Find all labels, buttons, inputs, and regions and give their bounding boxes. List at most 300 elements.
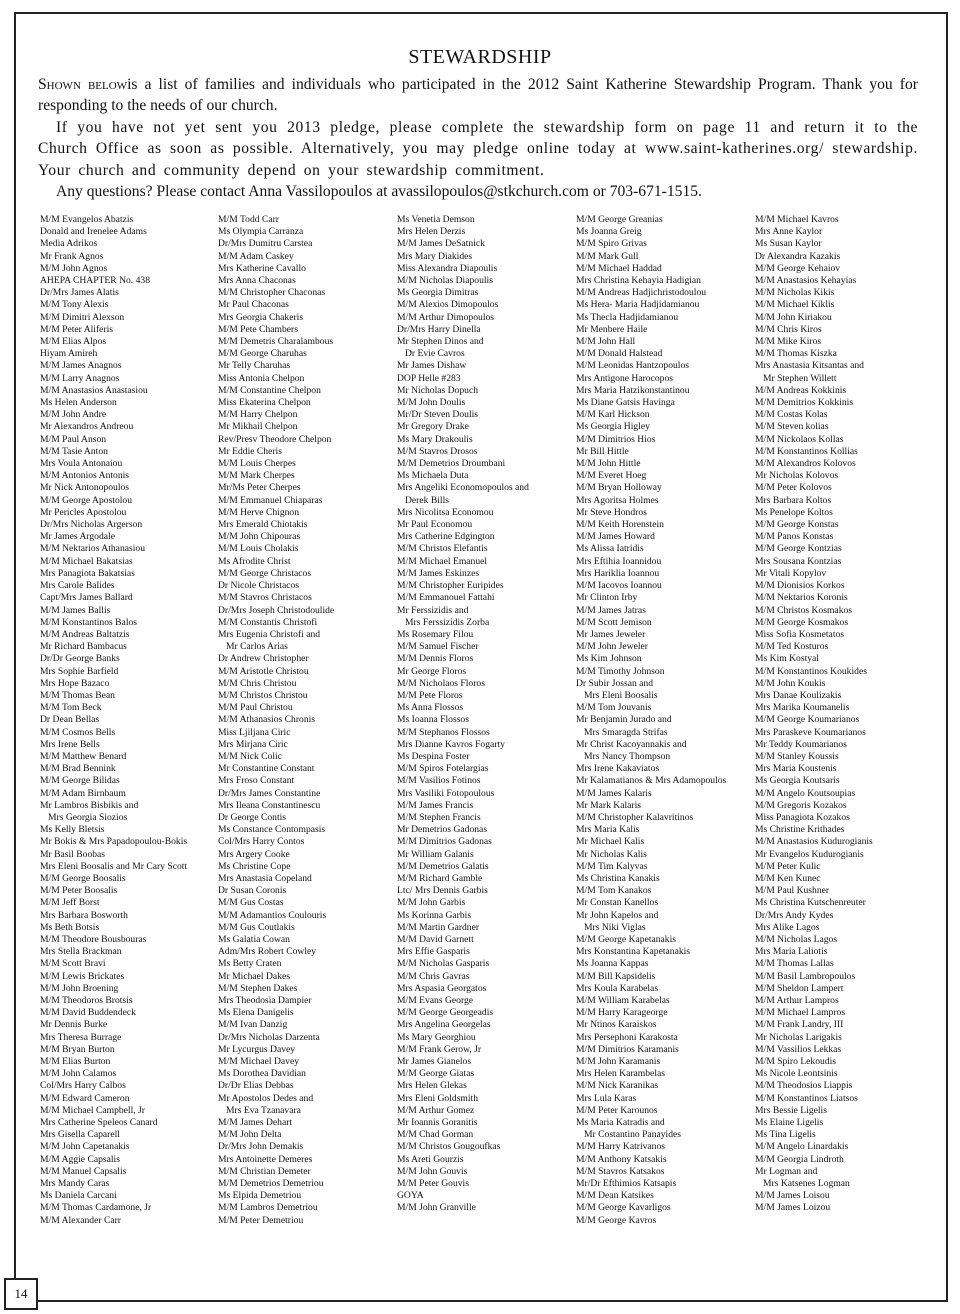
donor-name: Mr Mikhail Chelpon xyxy=(218,421,298,433)
donor-name: M/M Dimitri Alexson xyxy=(40,311,125,323)
donor-name: Mr Ntinos Karaiskos xyxy=(576,1019,657,1031)
donor-name: M/M Dean Katsikes xyxy=(576,1190,654,1202)
donor-name: Mrs Anastasia Kitsantas and xyxy=(755,360,864,372)
donor-name: Ms Christine Krithades xyxy=(755,824,845,836)
donor-name: M/M Stephen Dakes xyxy=(218,982,298,994)
donor-name: M/M Mark Gull xyxy=(576,250,639,262)
donor-name: Col/Mrs Harry Calbos xyxy=(40,1080,126,1092)
donor-name: M/M Adam Birnbaum xyxy=(40,787,126,799)
donor-name: Ms Elpida Demetriou xyxy=(218,1190,302,1202)
donor-name: Mr George Floros xyxy=(397,665,467,677)
donor-name: Mrs Helen Derzis xyxy=(397,226,466,238)
donor-name: Ms Georgia Dimitras xyxy=(397,287,479,299)
donor-name: M/M Michael Lampros xyxy=(755,1007,846,1019)
donor-name: M/M Chris Christou xyxy=(218,677,297,689)
donor-name: Mr Nicholas Kalis xyxy=(576,848,647,860)
donor-name: M/M Keith Horenstein xyxy=(576,519,664,531)
donor-name: M/M Antonios Antonis xyxy=(40,470,130,482)
donor-name: Mr Logman and xyxy=(755,1165,818,1177)
donor-name: Dr Susan Coronis xyxy=(218,885,287,897)
donor-name: M/M George Kosmakos xyxy=(755,616,849,628)
donor-name: M/M George Boosalis xyxy=(40,872,126,884)
donor-name: M/M James Anagnos xyxy=(40,360,122,372)
donor-name: Ms Despina Foster xyxy=(397,750,470,762)
donor-name: M/M John Karamanis xyxy=(576,1056,661,1068)
donor-name: M/M James Kalaris xyxy=(576,787,652,799)
donor-name: Mrs Theodosia Dampier xyxy=(218,995,312,1006)
donor-name: Ms Constance Contompasis xyxy=(218,824,326,836)
donor-name: Ltc/ Mrs Dennis Garbis xyxy=(397,885,488,897)
donor-name: M/M George Bilidas xyxy=(40,775,120,787)
donor-name: M/M Thomas Cardamone, Jr xyxy=(40,1202,152,1214)
donor-name: Ms Korinna Garbis xyxy=(397,909,472,921)
page-title: STEWARDSHIP xyxy=(408,46,552,68)
donor-name: Ms Kelly Bletsis xyxy=(40,824,105,836)
donor-name: M/M Michael Kavros xyxy=(755,214,839,225)
donor-name: M/M George Kontzias xyxy=(755,543,842,555)
donor-name: M/M Angelo Koutsoupias xyxy=(755,787,856,799)
donor-name: M/M Everet Hoeg xyxy=(576,470,647,482)
donor-name: Mrs Marika Koumanelis xyxy=(755,702,850,714)
donor-name: Mr/Dr Efthimios Katsapis xyxy=(576,1178,677,1190)
donor-name: Ms Dorothea Davidian xyxy=(218,1068,306,1080)
donor-name: M/M Leonidas Hantzopoulos xyxy=(576,360,689,372)
donor-name: M/M William Karabelas xyxy=(576,995,670,1006)
donor-name: Mr Carlos Arias xyxy=(226,641,288,653)
donor-name: Mrs Niki Viglas xyxy=(584,921,646,933)
donor-name: M/M Dimitrios Karamanis xyxy=(576,1043,679,1055)
donor-name: Mr Alexandros Andreou xyxy=(40,421,134,433)
donor-name: M/M James Eskinzes xyxy=(397,567,480,579)
donor-name: M/M Michael Haddad xyxy=(576,262,662,274)
donor-name: M/M James Jatras xyxy=(576,604,646,616)
donor-list xyxy=(40,214,930,1234)
donor-name: Miss Ljiljana Ciric xyxy=(218,726,291,738)
donor-name: M/M John Jeweler xyxy=(576,641,648,653)
donor-name: M/M Donald Halstead xyxy=(576,348,663,360)
donor-name: Mrs Bessie Ligelis xyxy=(755,1104,827,1116)
donor-name: Mrs Angelina Georgelas xyxy=(397,1019,491,1031)
donor-name: M/M Gus Coutlakis xyxy=(218,921,295,933)
donor-name: M/M Timothy Johnson xyxy=(576,665,665,677)
donor-name: M/M Peter Aliferis xyxy=(40,323,114,335)
donor-name: Mrs Nicolitsa Economou xyxy=(397,506,494,518)
donor-name: M/M Louis Cholakis xyxy=(218,543,299,555)
donor-name: Ms Olympia Carranza xyxy=(218,226,304,238)
donor-name: Ms Anna Flossos xyxy=(397,702,464,714)
donor-name: Ms Susan Kaylor xyxy=(755,238,822,250)
donor-name: Ms Christina Kutschenreuter xyxy=(755,897,866,909)
donor-name: M/M Thomas Kiszka xyxy=(755,348,837,360)
donor-name: M/M George Kavros xyxy=(576,1214,657,1226)
donor-name: M/M Samuel Fischer xyxy=(397,641,479,653)
donor-name: M/M Peter Kolovos xyxy=(755,482,832,494)
donor-name: M/M Harry Katrivanos xyxy=(576,1141,665,1153)
donor-name: M/M Nickolaos Kollas xyxy=(755,433,844,445)
donor-name: M/M John Calamos xyxy=(40,1068,117,1080)
donor-name: M/M Athanasios Chronis xyxy=(218,714,316,726)
donor-name: Mr Lycurgus Davey xyxy=(218,1043,296,1055)
donor-name: Mrs Danae Koulizakis xyxy=(755,689,842,701)
donor-name: Ms Alissa Iatridis xyxy=(576,543,644,555)
donor-name: Dr Evie Cavros xyxy=(405,348,465,360)
donor-name: M/M Bill Kapsidelis xyxy=(576,970,656,982)
donor-name: Mrs Eva Tzanavara xyxy=(226,1104,301,1116)
donor-name: Mr Michael Kalis xyxy=(576,836,645,848)
donor-name: Mrs Stella Brackman xyxy=(40,946,122,958)
donor-name: M/M Lambros Demetriou xyxy=(218,1202,318,1214)
donor-name: Mrs Eftihia Ioannidou xyxy=(576,555,662,567)
donor-name: Mr Menbere Haile xyxy=(576,323,648,335)
donor-name: M/M Christian Demeter xyxy=(218,1165,311,1177)
donor-name: M/M Bryan Holloway xyxy=(576,482,662,494)
donor-name: M/M Larry Anagnos xyxy=(40,372,120,384)
donor-name: M/M Christopher Euripides xyxy=(397,580,504,592)
donor-name: M/M Sheldon Lampert xyxy=(755,982,844,994)
donor-name: Ms Thecla Hadjidamianou xyxy=(576,311,679,323)
donor-name: Mrs Georgia Siozios xyxy=(48,811,128,823)
donor-name: Ms Ioanna Flossos xyxy=(397,714,469,726)
donor-name: Mrs Anne Kaylor xyxy=(755,226,823,238)
donor-name: Mr Benjamin Jurado and xyxy=(576,714,672,726)
donor-name: M/M Demitrios Kokkinis xyxy=(755,397,854,409)
donor-column-3 xyxy=(397,214,575,1215)
donor-name: M/M Andreas Kokkinis xyxy=(755,384,847,396)
donor-name: M/M Matthew Benard xyxy=(40,750,127,762)
donor-name: M/M Andreas Baltatzis xyxy=(40,628,130,640)
donor-name: M/M Iacovos Ioannou xyxy=(576,580,662,592)
donor-name: M/M Demetris Charalambous xyxy=(218,336,334,348)
donor-name: M/M Chad Gorman xyxy=(397,1129,474,1141)
donor-name: M/M Dimitrios Hios xyxy=(576,433,656,445)
donor-name: Mrs Argery Cooke xyxy=(218,848,290,860)
donor-name: Mr Dennis Burke xyxy=(40,1019,108,1031)
donor-name: Mr Constan Kanellos xyxy=(576,897,659,909)
donor-name: M/M Adamantios Coulouris xyxy=(218,909,327,921)
donor-name: M/M Dimitrios Gadonas xyxy=(397,836,492,848)
donor-name: M/M Anastasios Anastasiou xyxy=(40,384,148,396)
intro-paragraph-2: If you have not yet sent you 2013 pledge, please complete the stewardship form on page 11 and return it to the Church Office as soon as possible. Alternatively, you may pledge online today at www.saint-katherines.org/ stewardship. Your church and community depend on your stewardship commitment. xyxy=(38,118,918,179)
donor-name: M/M George Apostolou xyxy=(40,494,133,506)
donor-name: Mrs Mary Diakides xyxy=(397,250,473,262)
donor-name: Mrs Mandy Caras xyxy=(40,1178,110,1190)
donor-name: M/M John Capetanakis xyxy=(40,1141,130,1153)
donor-name: Mrs Gisella Caparell xyxy=(40,1129,120,1141)
donor-name: M/M Tim Kalyvas xyxy=(576,860,648,872)
donor-name: Mrs Eugenia Christofi and xyxy=(218,628,321,640)
donor-name: Mr Mark Kalaris xyxy=(576,799,642,811)
donor-name: Mr Ferssizidis and xyxy=(397,604,469,616)
donor-name: M/M Brad Bennink xyxy=(40,763,116,775)
donor-name: Ms Helen Anderson xyxy=(40,397,117,409)
donor-name: Mr William Galanis xyxy=(397,848,474,860)
donor-name: M/M Aristotle Christou xyxy=(218,665,309,677)
donor-name: M/M Alexandros Kolovos xyxy=(755,458,856,470)
donor-name: M/M Alexander Carr xyxy=(40,1214,121,1226)
donor-name: M/M Gus Costas xyxy=(218,897,284,909)
donor-name: Derek Bills xyxy=(405,494,449,506)
donor-name: Ms Afrodite Christ xyxy=(218,555,291,567)
donor-name: M/M George Kavarligos xyxy=(576,1202,671,1214)
donor-name: M/M John Agnos xyxy=(40,262,108,274)
donor-name: Mr Basil Boobas xyxy=(40,848,106,860)
donor-name: M/M Michael Bakatsias xyxy=(40,555,133,567)
donor-name: Ms Beth Botsis xyxy=(40,921,100,933)
donor-name: Mrs Alike Lagos xyxy=(755,921,820,933)
intro-lead-word: Shown below xyxy=(38,76,128,93)
donor-name: M/M Paul Christou xyxy=(218,702,293,714)
donor-name: M/M Peter Karounos xyxy=(576,1104,658,1116)
donor-name: M/M George Kehaiov xyxy=(755,262,841,274)
donor-name: Mrs Maria Koustenis xyxy=(755,763,837,775)
donor-name: M/M Arthur Gomez xyxy=(397,1104,475,1116)
donor-name: M/M Tom Kanakos xyxy=(576,885,652,897)
donor-name: M/M John Hittle xyxy=(576,458,641,470)
donor-name: M/M James DeSatnick xyxy=(397,238,485,250)
donor-name: Capt/Mrs James Ballard xyxy=(40,592,133,604)
donor-name: Mr Richard Bambacus xyxy=(40,641,127,653)
donor-name: M/M Scott Jemison xyxy=(576,616,652,628)
donor-name: M/M Emmanouel Fattahi xyxy=(397,592,495,604)
donor-name: M/M Michael Emanuel xyxy=(397,555,488,567)
donor-name: M/M Demetrios Demetriou xyxy=(218,1178,324,1190)
donor-name: Mrs Antigone Harocopos xyxy=(576,372,673,384)
donor-name: M/M Manuel Capsalis xyxy=(40,1165,127,1177)
donor-name: M/M Harry Chelpon xyxy=(218,409,298,421)
donor-name: Mrs Froso Constant xyxy=(218,775,295,787)
donor-name: Ms Mary Drakoulis xyxy=(397,433,473,445)
donor-name: M/M George Georgeadis xyxy=(397,1007,494,1019)
donor-name: Mr Costantino Panayides xyxy=(584,1129,681,1141)
donor-name: Ms Daniela Carcani xyxy=(40,1190,117,1202)
donor-name: Mrs Maria Kalis xyxy=(576,824,640,836)
donor-name: M/M Arthur Lampros xyxy=(755,995,839,1006)
donor-name: M/M Harry Karageorge xyxy=(576,1007,668,1019)
donor-name: Mr Nicholas Kolovos xyxy=(755,470,839,482)
donor-name: Dr/Mrs Nicholas Argerson xyxy=(40,519,143,531)
donor-name: Ms Areti Gourzis xyxy=(397,1153,464,1165)
donor-name: M/M Christos Elefantis xyxy=(397,543,488,555)
donor-name: Mrs Vasiliki Fotopoulous xyxy=(397,787,495,799)
donor-name: Mr/Dr Steven Doulis xyxy=(397,409,479,421)
donor-name: Mrs Anastasia Copeland xyxy=(218,872,312,884)
donor-name: Adm/Mrs Robert Cowley xyxy=(218,946,317,958)
donor-name: M/M Georgia Lindroth xyxy=(755,1153,844,1165)
donor-name: M/M Dennis Floros xyxy=(397,653,474,665)
donor-name: Col/Mrs Harry Contos xyxy=(218,836,305,848)
donor-name: Ms Betty Craten xyxy=(218,958,282,970)
donor-name: Mr Nick Antonopoulos xyxy=(40,482,130,494)
donor-name: M/M Pete Chambers xyxy=(218,323,298,335)
donor-name: M/M Scott Bravi xyxy=(40,958,106,970)
donor-name: M/M Lewis Brickates xyxy=(40,970,125,982)
donor-name: Mrs Agoritsa Holmes xyxy=(576,494,659,506)
donor-name: Mrs Theresa Burrage xyxy=(40,1031,122,1043)
donor-name: Mr Stephen Dinos and xyxy=(397,336,484,348)
donor-name: M/M James Dehart xyxy=(218,1117,293,1129)
donor-name: Ms Hera- Maria Hadjidamianou xyxy=(576,299,700,311)
donor-name: M/M Nektarios Athanasiou xyxy=(40,543,145,555)
donor-name: M/M Peter Kulic xyxy=(755,860,821,872)
donor-name: Ms Maria Katradis and xyxy=(576,1117,665,1129)
donor-name: M/M Spiro Grivas xyxy=(576,238,647,250)
donor-name: M/M Constantine Chelpon xyxy=(218,384,321,396)
donor-name: Mr Paul Chaconas xyxy=(218,299,289,311)
donor-name: M/M Jeff Borst xyxy=(40,897,100,909)
donor-name: M/M Konstantinos Liatsos xyxy=(755,1092,858,1104)
donor-name: M/M Nick Colic xyxy=(218,750,282,762)
donor-name: Mrs Emerald Chiotakis xyxy=(218,519,308,531)
donor-name: Dr Alexandra Kazakis xyxy=(755,250,841,262)
donor-name: Mrs Lula Karas xyxy=(576,1092,637,1104)
donor-name: M/M Theodosios Liappis xyxy=(755,1080,853,1092)
donor-name: Mrs Persephoni Karakosta xyxy=(576,1031,678,1043)
donor-name: Mrs Ferssizidis Zorba xyxy=(405,616,490,628)
donor-name: M/M Michael Davey xyxy=(218,1056,299,1068)
donor-name: Mr Gregory Drake xyxy=(397,421,469,433)
donor-name: Mr Pericles Apostolou xyxy=(40,506,127,518)
donor-name: Ms Kim Kostyal xyxy=(755,653,819,665)
donor-name: Ms Penelope Koltos xyxy=(755,506,833,518)
donor-name: M/M John Kiriakou xyxy=(755,311,832,323)
donor-name: M/M John Broening xyxy=(40,982,119,994)
donor-name: AHEPA CHAPTER No. 438 xyxy=(40,275,150,287)
donor-name: M/M Herve Chignon xyxy=(218,506,300,518)
donor-name: Mr James Gianelos xyxy=(397,1056,472,1068)
donor-name: M/M James Howard xyxy=(576,531,655,543)
donor-name: Mr John Kapelos and xyxy=(576,909,659,921)
donor-name: M/M Thomas Lallas xyxy=(755,958,834,970)
donor-name: Mrs Irene Kakaviatos xyxy=(576,763,660,775)
donor-name: Ms Tina Ligelis xyxy=(755,1129,816,1141)
donor-name: M/M Emmanuel Chiaparas xyxy=(218,494,323,506)
donor-name: Ms Nicole Leontsinis xyxy=(755,1068,838,1080)
donor-name: M/M Christos Christou xyxy=(218,689,308,701)
donor-name: M/M Spiros Fotelargias xyxy=(397,763,489,775)
donor-name: M/M Spiro Lekoudis xyxy=(755,1056,837,1068)
donor-name: Mr Eddie Cheris xyxy=(218,445,282,457)
donor-name: Mrs Katherine Cavallo xyxy=(218,262,306,274)
donor-name: M/M Demetrios Galatis xyxy=(397,860,489,872)
donor-name: Mr Teddy Koumarianos xyxy=(755,738,847,750)
donor-name: Mrs Anna Chaconas xyxy=(218,275,296,287)
donor-name: M/M John Garbis xyxy=(397,897,466,909)
donor-name: Media Adrikos xyxy=(40,238,98,250)
donor-name: M/M Chris Kiros xyxy=(755,323,822,335)
donor-name: Mrs Eleni Boosalis xyxy=(584,689,658,701)
donor-name: Hiyam Amireh xyxy=(40,348,98,360)
donor-name: Mr Clinton Irby xyxy=(576,592,638,604)
donor-name: Mrs Sousana Kontzias xyxy=(755,555,842,567)
donor-name: M/M James Loisou xyxy=(755,1190,830,1202)
donor-name: Mr Michael Dakes xyxy=(218,970,290,982)
donor-name: Mr Stephen Willett xyxy=(763,372,837,384)
donor-name: M/M Nicholas Kikis xyxy=(755,287,835,299)
donor-name: M/M Mark Cherpes xyxy=(218,470,295,482)
page-number: 14 xyxy=(4,1278,38,1310)
donor-name: M/M Frank Landry, III xyxy=(755,1019,844,1031)
donor-name: M/M Karl Hickson xyxy=(576,409,650,421)
donor-name: M/M Peter Gouvis xyxy=(397,1178,469,1190)
donor-name: Mrs Eleni Boosalis and Mr Cary Scott xyxy=(40,860,188,872)
donor-name: Ms Michaela Duta xyxy=(397,470,469,482)
donor-name: Mr Evangelos Kudurogianis xyxy=(755,848,864,860)
donor-name: Mr Paul Economou xyxy=(397,519,473,531)
donor-name: Mrs Katsenes Logman xyxy=(763,1178,850,1190)
donor-name: M/M Todd Carr xyxy=(218,214,279,225)
donor-name: M/M Demetrios Droumbani xyxy=(397,458,506,470)
donor-name: Mrs Helen Karambelas xyxy=(576,1068,665,1080)
donor-name: M/M Peter Demetriou xyxy=(218,1214,304,1226)
donor-name: Ms Georgia Higley xyxy=(576,421,650,433)
donor-name: M/M Tom Jouvanis xyxy=(576,702,652,714)
donor-name: M/M Nektarios Koronis xyxy=(755,592,848,604)
donor-name: M/M John Doulis xyxy=(397,397,466,409)
donor-name: Mrs Irene Bells xyxy=(40,738,100,750)
donor-name: M/M Peter Boosalis xyxy=(40,885,118,897)
donor-name: M/M Stavros Christacos xyxy=(218,592,312,604)
donor-name: Dr/Mrs Dumitru Carstea xyxy=(218,238,313,250)
donor-name: Mrs Koula Karabelas xyxy=(576,982,659,994)
donor-name: Dr/Mrs Nicholas Darzenta xyxy=(218,1031,320,1043)
donor-name: M/M Stephanos Flossos xyxy=(397,726,490,738)
donor-name: Mr Bill Hittle xyxy=(576,445,629,457)
donor-name: M/M John Koukis xyxy=(755,677,826,689)
donor-name: M/M David Garnett xyxy=(397,933,474,945)
donor-name: Dr/Mrs Joseph Christodoulide xyxy=(218,604,335,616)
donor-name: M/M Nicholas Gasparis xyxy=(397,958,490,970)
donor-column-4 xyxy=(576,214,754,1227)
donor-name: M/M Steven kolias xyxy=(755,421,829,433)
donor-name: M/M Konstantinos Balos xyxy=(40,616,138,628)
donor-name: Dr Subir Jossan and xyxy=(576,677,654,689)
donor-name: M/M Evangelos Abatzis xyxy=(40,214,134,225)
donor-name: Miss Sofia Kosmetatos xyxy=(755,628,845,640)
donor-name: M/M Theodore Bousbouras xyxy=(40,933,147,945)
donor-name: Dr Dean Bellas xyxy=(40,714,100,726)
donor-name: M/M Christos Kosmakos xyxy=(755,604,853,616)
donor-name: M/M George Greanias xyxy=(576,214,663,225)
donor-name: Ms Mary Georghiou xyxy=(397,1031,476,1043)
donor-name: M/M Alexios Dimopoulos xyxy=(397,299,499,311)
donor-name: Dr George Contis xyxy=(218,811,287,823)
donor-name: Mr Nicholas Larigakis xyxy=(755,1031,842,1043)
donor-name: Mr Bokis & Mrs Papadopoulou-Bokis xyxy=(40,836,188,848)
donor-name: M/M Bryan Burton xyxy=(40,1043,115,1055)
donor-name: Dr/Mrs John Demakis xyxy=(218,1141,304,1153)
donor-name: M/M Christos Gougoufkas xyxy=(397,1141,501,1153)
donor-name: M/M James Loizou xyxy=(755,1202,831,1214)
donor-name: Miss Antonia Chelpon xyxy=(218,372,305,384)
donor-name: Ms Elena Danigelis xyxy=(218,1007,294,1019)
donor-name: Dr/Mrs Andy Kydes xyxy=(755,909,834,921)
donor-name: M/M Nick Karanikas xyxy=(576,1080,659,1092)
donor-name: M/M George Giatas xyxy=(397,1068,475,1080)
donor-name: Mrs Maria Hatzikonstantinou xyxy=(576,384,690,396)
donor-name: M/M Anastasios Kehayias xyxy=(755,275,857,287)
donor-name: Mr Apostolos Dedes and xyxy=(218,1092,314,1104)
donor-name: Mrs Nancy Thompson xyxy=(584,750,671,762)
donor-name: Mrs Aspasia Georgatos xyxy=(397,982,487,994)
donor-column-5 xyxy=(755,214,933,1215)
donor-name: Mr James Jeweler xyxy=(576,628,646,640)
donor-name: Ms Venetia Demson xyxy=(397,214,475,225)
donor-name: Mr James Dishaw xyxy=(397,360,467,372)
donor-name: M/M Konstantinos Koukides xyxy=(755,665,867,677)
donor-name: M/M Vasilios Fotinos xyxy=(397,775,481,787)
donor-name: M/M Richard Gamble xyxy=(397,872,483,884)
donor-name: Mrs Hope Bazaco xyxy=(40,677,110,689)
